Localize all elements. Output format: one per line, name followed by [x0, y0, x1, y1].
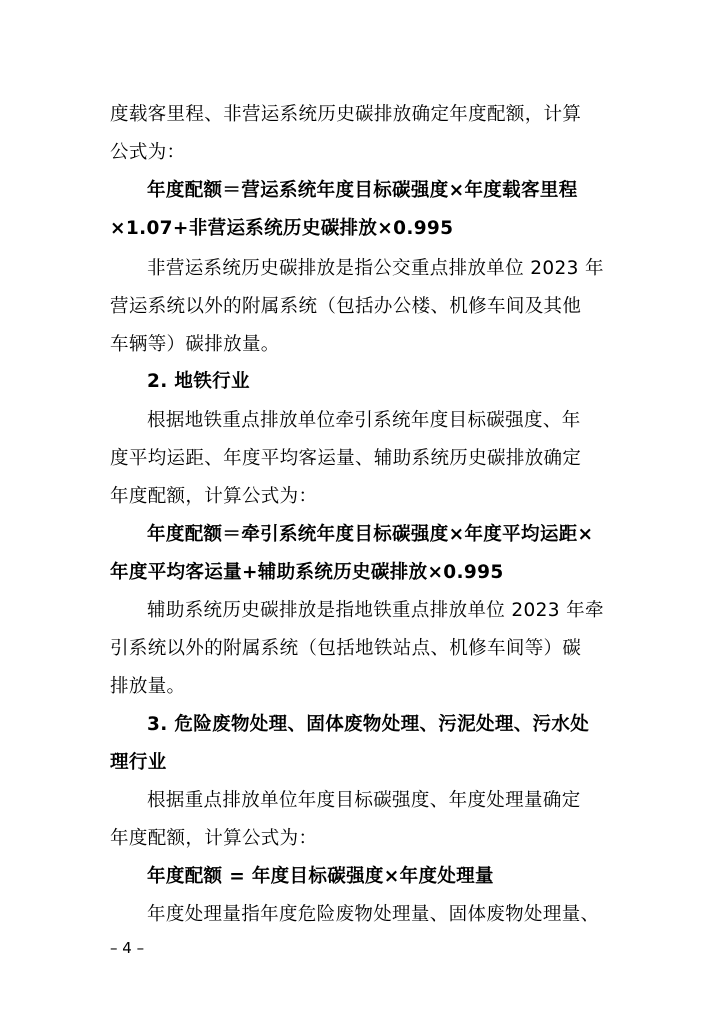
paragraph-line: 度平均运距、年度平均客运量、辅助系统历史碳排放确定: [110, 448, 582, 469]
paragraph-line: 排放量。: [110, 676, 186, 697]
paragraph-line: 营运系统以外的附属系统（包括办公楼、机修车间及其他: [110, 296, 582, 317]
formula-line: 年度平均客运量+辅助系统历史碳排放×0.995: [110, 562, 504, 583]
paragraph-line: 根据重点排放单位年度目标碳强度、年度处理量确定: [147, 790, 581, 811]
paragraph-line: 年度配额，计算公式为：: [110, 486, 318, 507]
paragraph-line: 辅助系统历史碳排放是指地铁重点排放单位 2023 年牵: [147, 600, 604, 621]
paragraph-line: 引系统以外的附属系统（包括地铁站点、机修车间等）碳: [110, 638, 582, 659]
paragraph-line: 根据地铁重点排放单位牵引系统年度目标碳强度、年: [147, 410, 581, 431]
page-number: – 4 –: [110, 939, 145, 957]
formula-line: ×1.07+非营运系统历史碳排放×0.995: [110, 218, 454, 239]
paragraph-line: 车辆等）碳排放量。: [110, 334, 280, 355]
section-heading: 2. 地铁行业: [147, 371, 250, 392]
section-heading: 理行业: [110, 752, 167, 773]
formula-line: 年度配额 = 年度目标碳强度×年度处理量: [147, 866, 494, 887]
section-heading: 3. 危险废物处理、固体废物处理、污泥处理、污水处: [147, 714, 590, 735]
paragraph-line: 度载客里程、非营运系统历史碳排放确定年度配额，计算: [110, 104, 582, 125]
paragraph-line: 年度配额，计算公式为：: [110, 828, 318, 849]
paragraph-line: 非营运系统历史碳排放是指公交重点排放单位 2023 年: [147, 258, 604, 279]
paragraph-line: 公式为：: [110, 142, 186, 163]
paragraph-line: 年度处理量指年度危险废物处理量、固体废物处理量、: [147, 904, 600, 925]
formula-line: 年度配额＝牵引系统年度目标碳强度×年度平均运距×: [147, 524, 594, 545]
formula-line: 年度配额＝营运系统年度目标碳强度×年度载客里程: [147, 180, 578, 201]
